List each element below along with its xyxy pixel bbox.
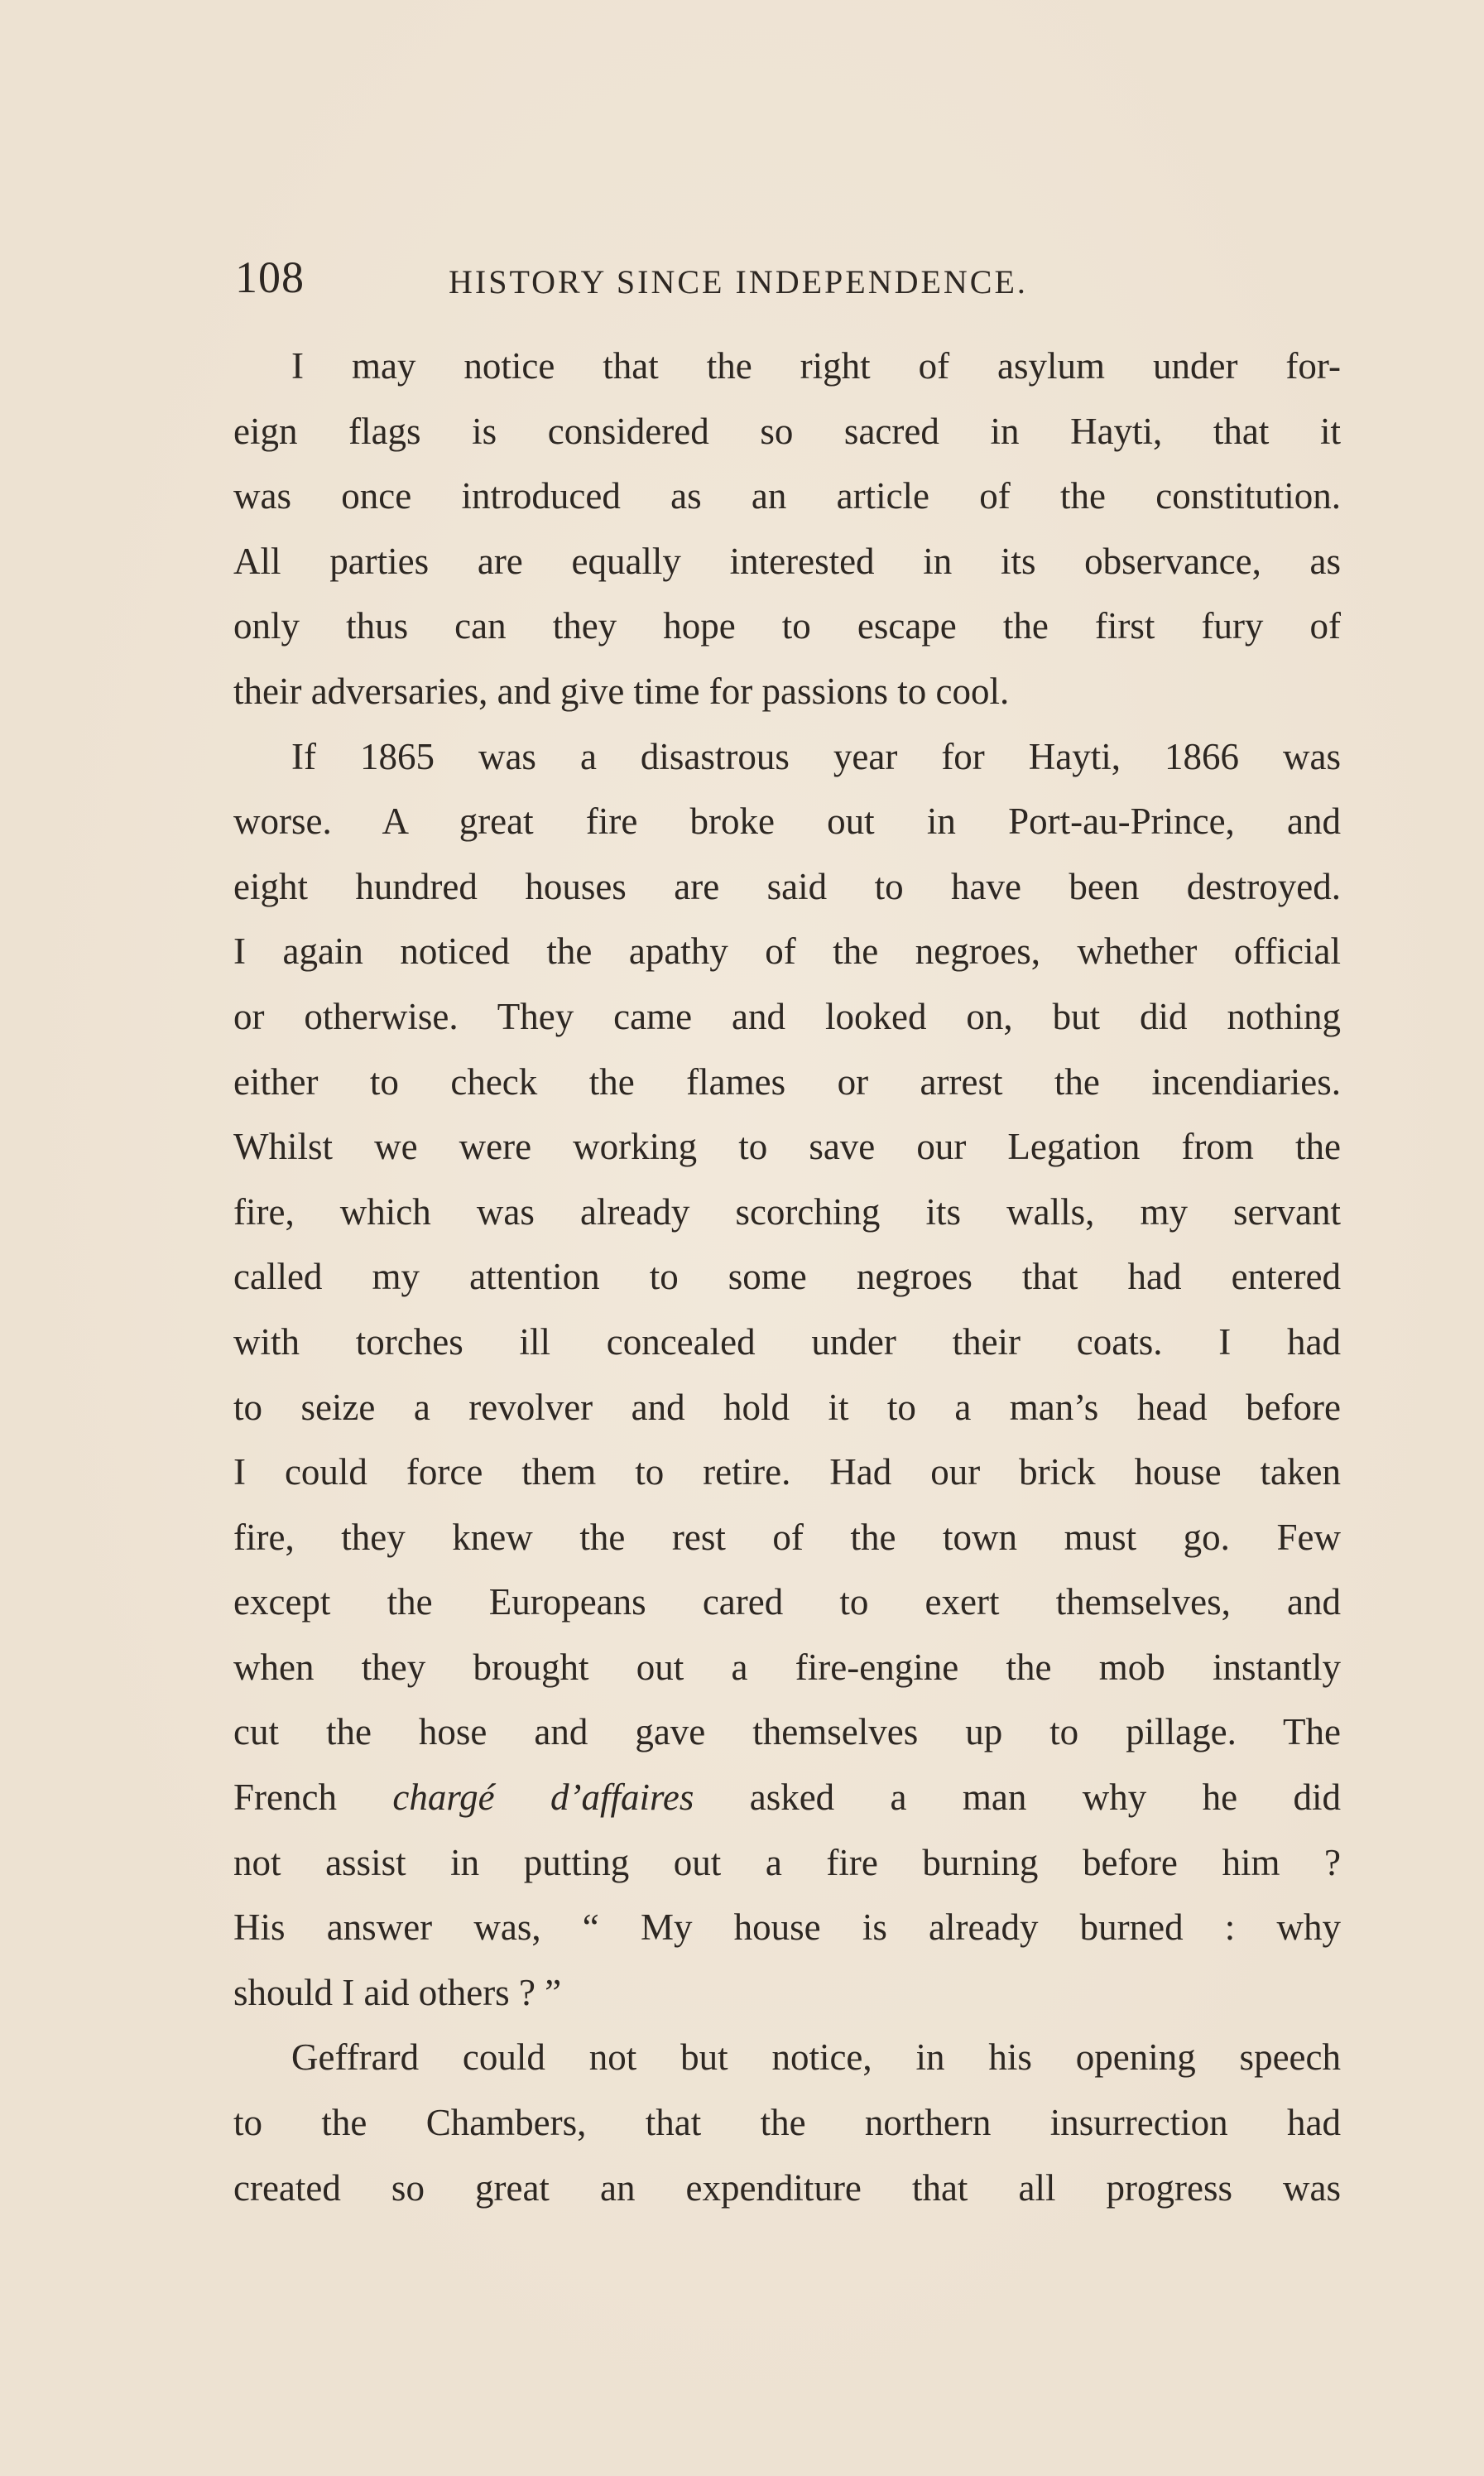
text-line: when they brought out a fire-engine the mob instantly bbox=[233, 1646, 1341, 1688]
text-line: either to check the flames or arrest the incendiaries. bbox=[233, 1060, 1341, 1103]
text-line: eight hundred houses are said to have been destroyed. bbox=[233, 865, 1341, 907]
text-line: His answer was, “ My house is already burned : why bbox=[233, 1906, 1341, 1949]
text-line: Whilst we were working to save our Legation from the bbox=[233, 1126, 1341, 1168]
text-line: called my attention to some negroes that had entered bbox=[233, 1256, 1341, 1298]
text-line: I could force them to retire. Had our brick house taken bbox=[233, 1451, 1341, 1493]
text-line: their adversaries, and give time for passions to cool. bbox=[233, 670, 1010, 712]
text-line bbox=[233, 1765, 1341, 1830]
text-line: not assist in putting out a fire burning before him ? bbox=[233, 1841, 1341, 1883]
text-line: was once introduced as an article of the constitution. bbox=[233, 475, 1341, 517]
text-line: should I aid others ? ” bbox=[233, 1971, 562, 2013]
running-title: HISTORY SINCE INDEPENDENCE. bbox=[449, 263, 1028, 300]
italic-phrase: chargé d’affaires bbox=[392, 1776, 694, 1819]
text-line: Geffrard could not but notice, in his opening speech bbox=[291, 2036, 1341, 2079]
body-text bbox=[233, 334, 1341, 2220]
text-line: If 1865 was a disastrous year for Hayti, 1866 was bbox=[291, 735, 1341, 777]
text-line: to seize a revolver and hold it to a man’s head before bbox=[233, 1386, 1341, 1428]
text-line: or otherwise. They came and looked on, but did nothing bbox=[233, 995, 1341, 1037]
text-line: eign flags is considered so sacred in Hayti, that it bbox=[233, 410, 1341, 452]
text-line: only thus can they hope to escape the first fury of bbox=[233, 605, 1341, 647]
text-line: cut the hose and gave themselves up to pillage. The bbox=[233, 1711, 1341, 1753]
text-line: fire, which was already scorching its walls, my servant bbox=[233, 1190, 1341, 1233]
text-line: worse. A great fire broke out in Port-au-Prince, and bbox=[233, 800, 1341, 843]
text-fragment: asked a man why he did bbox=[694, 1776, 1341, 1819]
text-line: I may notice that the right of asylum under for- bbox=[291, 345, 1341, 387]
text-fragment: French bbox=[233, 1776, 393, 1819]
running-head bbox=[235, 244, 1336, 310]
text-line: except the Europeans cared to exert themselves, and bbox=[233, 1581, 1341, 1623]
text-line: with torches ill concealed under their coats. I had bbox=[233, 1320, 1341, 1363]
page-number: 108 bbox=[235, 252, 305, 302]
text-line: created so great an expenditure that all progress was bbox=[233, 2166, 1341, 2209]
text-line: I again noticed the apathy of the negroes, whether official bbox=[233, 930, 1341, 973]
text-line: to the Chambers, that the northern insurrection had bbox=[233, 2102, 1341, 2144]
text-line: fire, they knew the rest of the town must go. Few bbox=[233, 1516, 1341, 1558]
text-line: All parties are equally interested in its observance, as bbox=[233, 540, 1341, 582]
